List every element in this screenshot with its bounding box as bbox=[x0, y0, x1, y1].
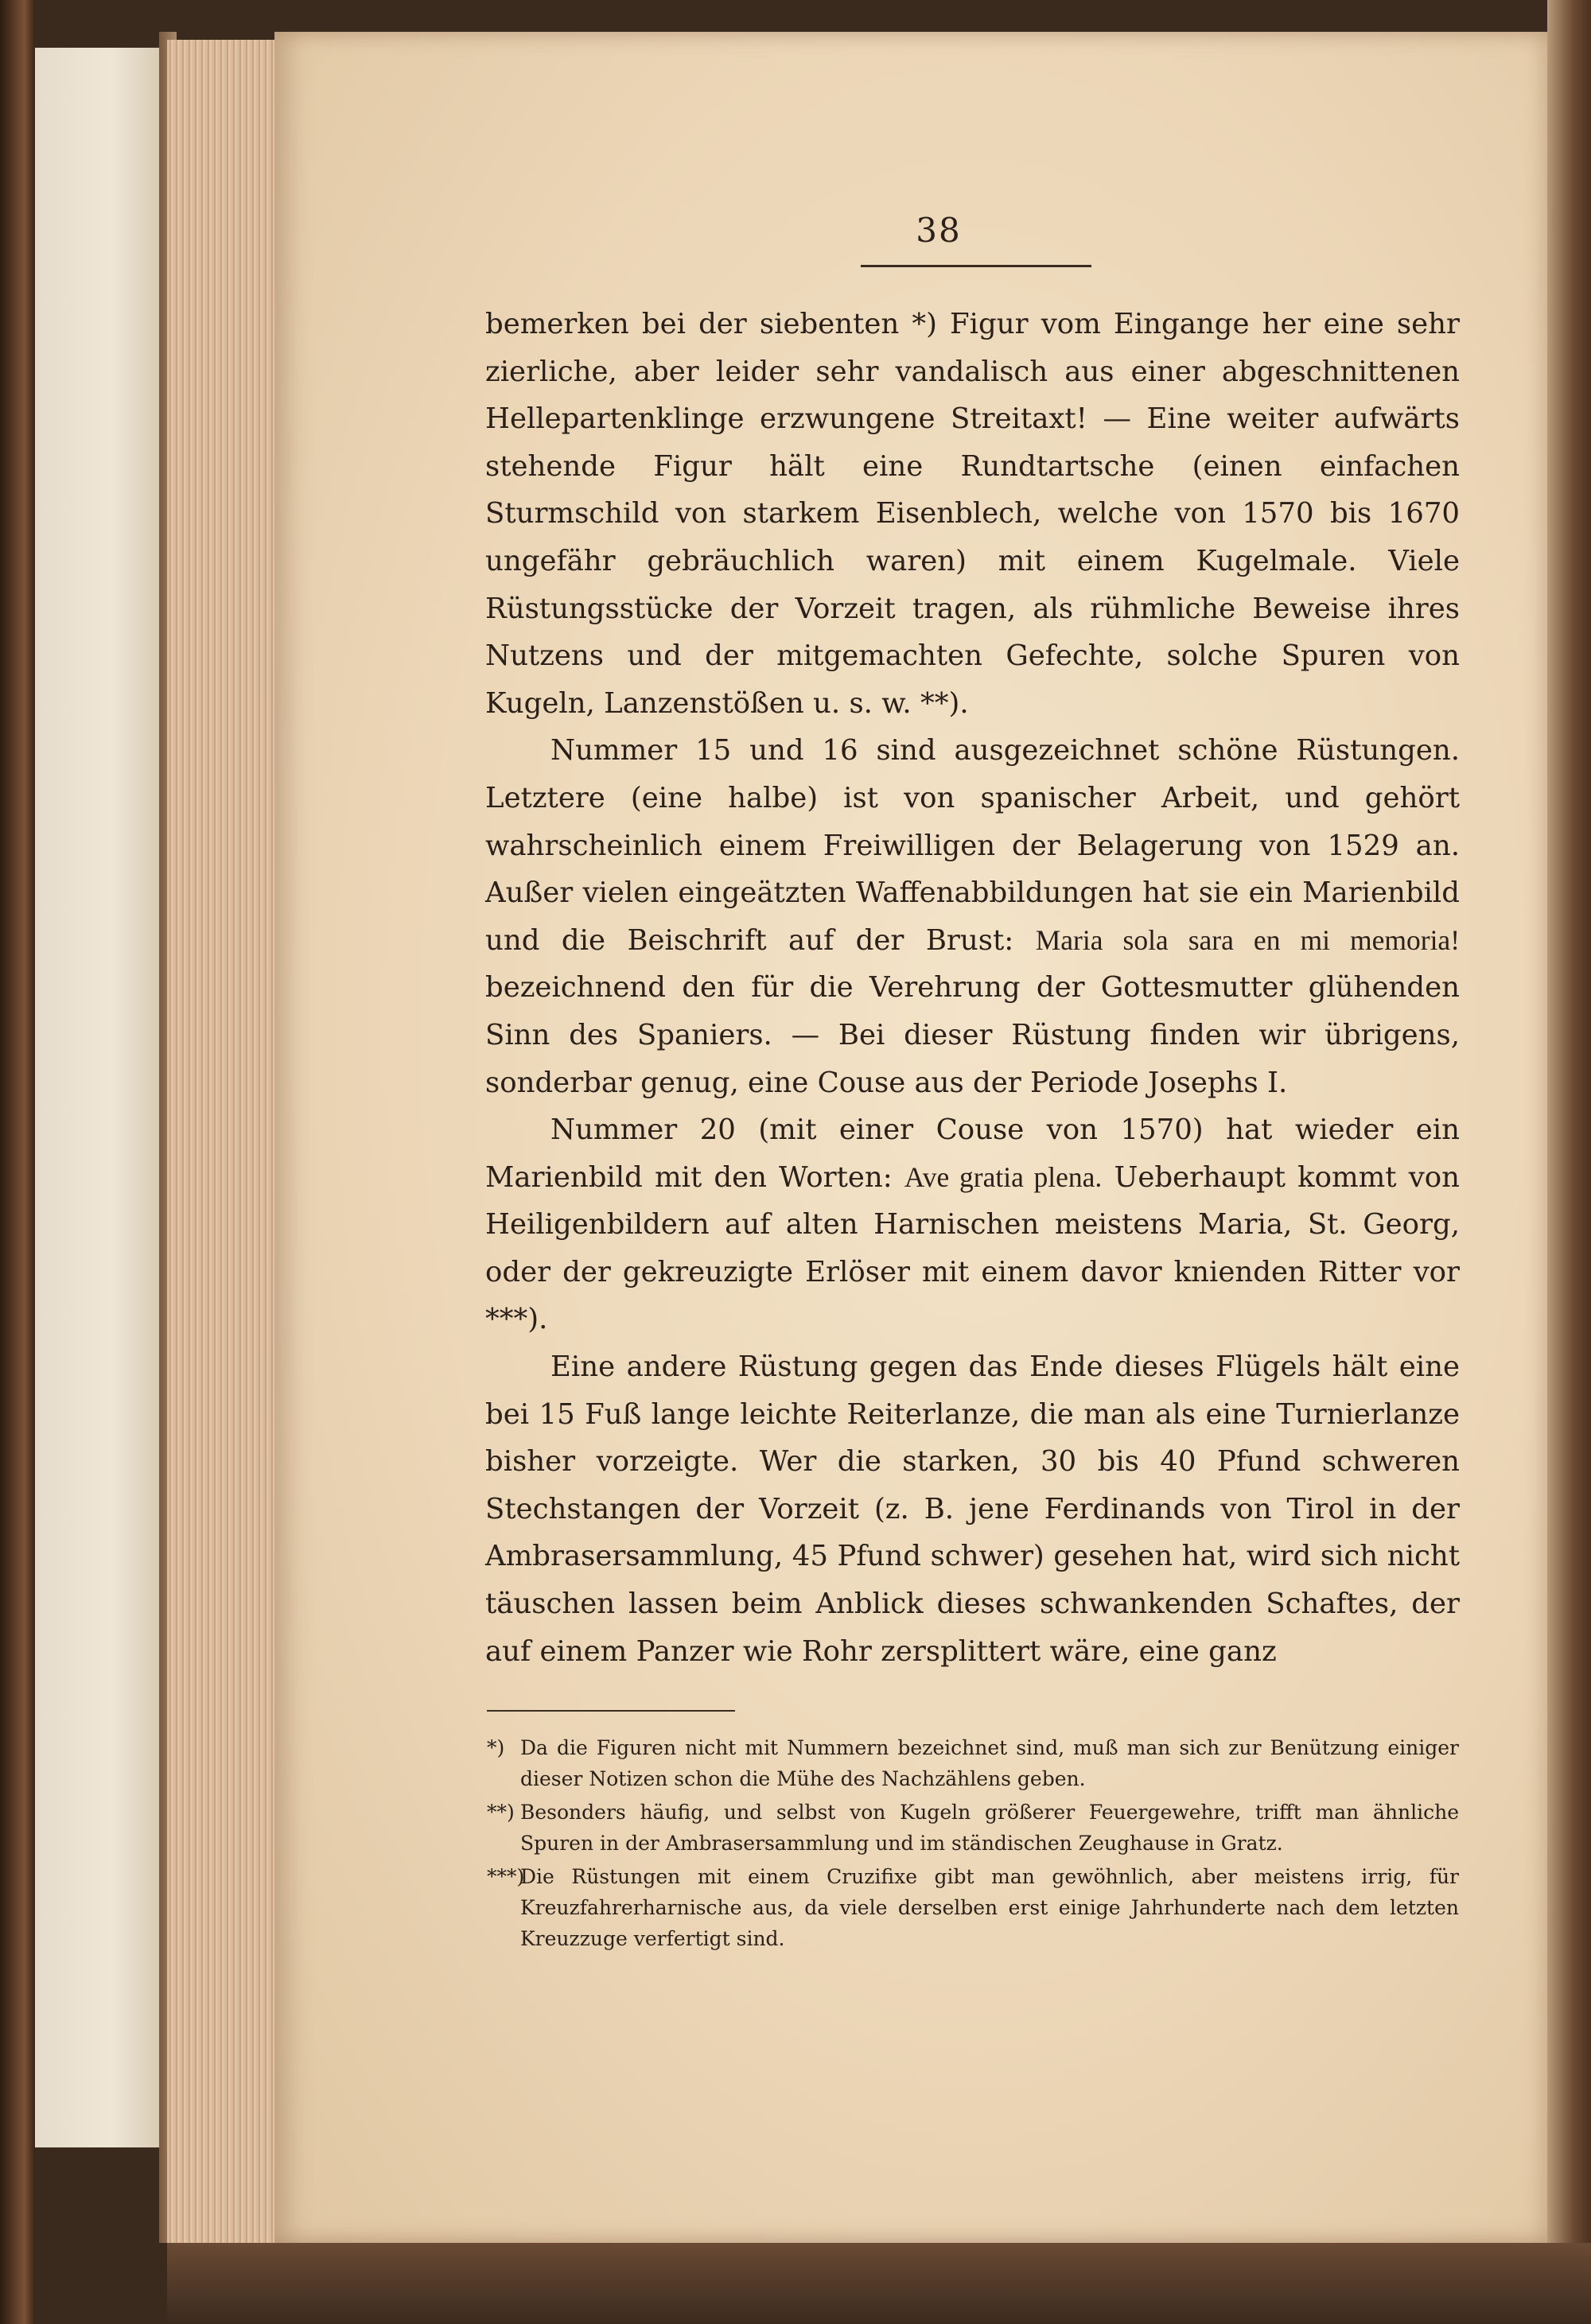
footnote-mark: *) bbox=[487, 1736, 505, 1759]
latin-inscription: Maria sola sara en mi memoria! bbox=[1035, 923, 1461, 956]
footnote-mark: ***) bbox=[487, 1865, 525, 1888]
latin-words: Ave gratia plena. bbox=[904, 1160, 1103, 1193]
footnote-mark: **) bbox=[487, 1801, 515, 1824]
footnote-2 bbox=[487, 1797, 1459, 1859]
paragraph-2 bbox=[485, 727, 1460, 1106]
header-rule bbox=[861, 265, 1091, 267]
facing-page-edge bbox=[1547, 0, 1591, 2324]
paragraph-3-text: Nummer 20 (mit einer Couse von 1570) hat wieder ein Marienbild mit den Worten: bbox=[485, 1113, 1460, 1194]
paragraph-3-continued: Ueberhaupt kommt von Heiligenbildern auf alten Harnischen meistens Maria, St. Georg, oder der gekreuzigte Erlöser mit einem davor knienden Ritter vor ***). bbox=[485, 1160, 1460, 1336]
book-bottom-edge bbox=[167, 2243, 1591, 2324]
footnote-text: Die Rüstungen mit einem Cruzifixe gibt man gewöhnlich, aber meistens irrig, für Kreuzfahrerharnische aus, da viele derselben erst einige Jahrhunderte nach dem letzten Kreuzzuge verfertigt sind. bbox=[520, 1865, 1459, 1950]
footnote-text: Besonders häufig, und selbst von Kugeln größerer Feuergewehre, trifft man ähnliche Spuren in der Ambrasersammlung und im ständischen Zeughause in Gratz. bbox=[520, 1801, 1459, 1855]
paragraph-3 bbox=[485, 1106, 1460, 1343]
book-cover-edge bbox=[0, 0, 35, 2324]
footnote-rule bbox=[487, 1710, 735, 1712]
paragraph-4: Eine andere Rüstung gegen das Ende dieses Flügels hält eine bei 15 Fuß lange leichte Reiterlanze, die man als eine Turnierlanze bisher vorzeigte. Wer die starken, 30 bis 40 Pfund schweren Stechstangen der Vorzeit (z. B. jene Ferdinands von Tirol in der Ambrasersammlung, 45 Pfund schwer) gesehen hat, wird sich nicht täuschen lassen beim Anblick dieses schwankenden Schaftes, der auf einem Panzer wie Rohr zersplittert wäre, eine ganz bbox=[485, 1350, 1460, 1668]
footnotes bbox=[487, 1732, 1459, 1957]
footnote-text: Da die Figuren nicht mit Nummern bezeichnet sind, muß man sich zur Benützung einiger dieser Notizen schon die Mühe des Nachzählens geben. bbox=[520, 1736, 1459, 1790]
paragraph-2-text: Nummer 15 und 16 sind ausgezeichnet schöne Rüstungen. Letztere (eine halbe) ist von spanischer Arbeit, und gehört wahrscheinlich einem Freiwilligen der Belagerung von 1529 an. Außer vielen eingeätzten Waffenabbildungen hat sie ein Marienbild und die Beischrift auf der Brust: bbox=[485, 734, 1460, 957]
paragraph-1: bemerken bei der siebenten *) Figur vom Eingange her eine sehr zierliche, aber leider sehr vandalisch aus einer abgeschnittenen Hellepartenklinge erzwungene Streitaxt! — Eine weiter aufwärts stehende Figur hält eine Rundtartsche (einen einfachen Sturmschild von starkem Eisenblech, welche von 1570 bis 1670 ungefähr gebräuchlich waren) mit einem Kugelmale. Viele Rüstungsstücke der Vorzeit tragen, als rühmliche Beweise ihres Nutzens und der mitgemachten Gefechte, solche Spuren von Kugeln, Lanzenstößen u. s. w. **). bbox=[485, 308, 1460, 720]
paragraph-2-continued: bezeichnend den für die Verehrung der Gottesmutter glühenden Sinn des Spaniers. — Bei dieser Rüstung finden wir übrigens, sonderbar genug, eine Couse aus der Periode Josephs I. bbox=[485, 971, 1460, 1099]
body-text bbox=[485, 301, 1460, 1675]
page-block-edges bbox=[167, 40, 279, 2251]
page-number: 38 bbox=[916, 211, 962, 250]
footnote-3 bbox=[487, 1861, 1459, 1954]
footnote-1 bbox=[487, 1732, 1459, 1794]
flyleaf-page bbox=[35, 48, 164, 2147]
